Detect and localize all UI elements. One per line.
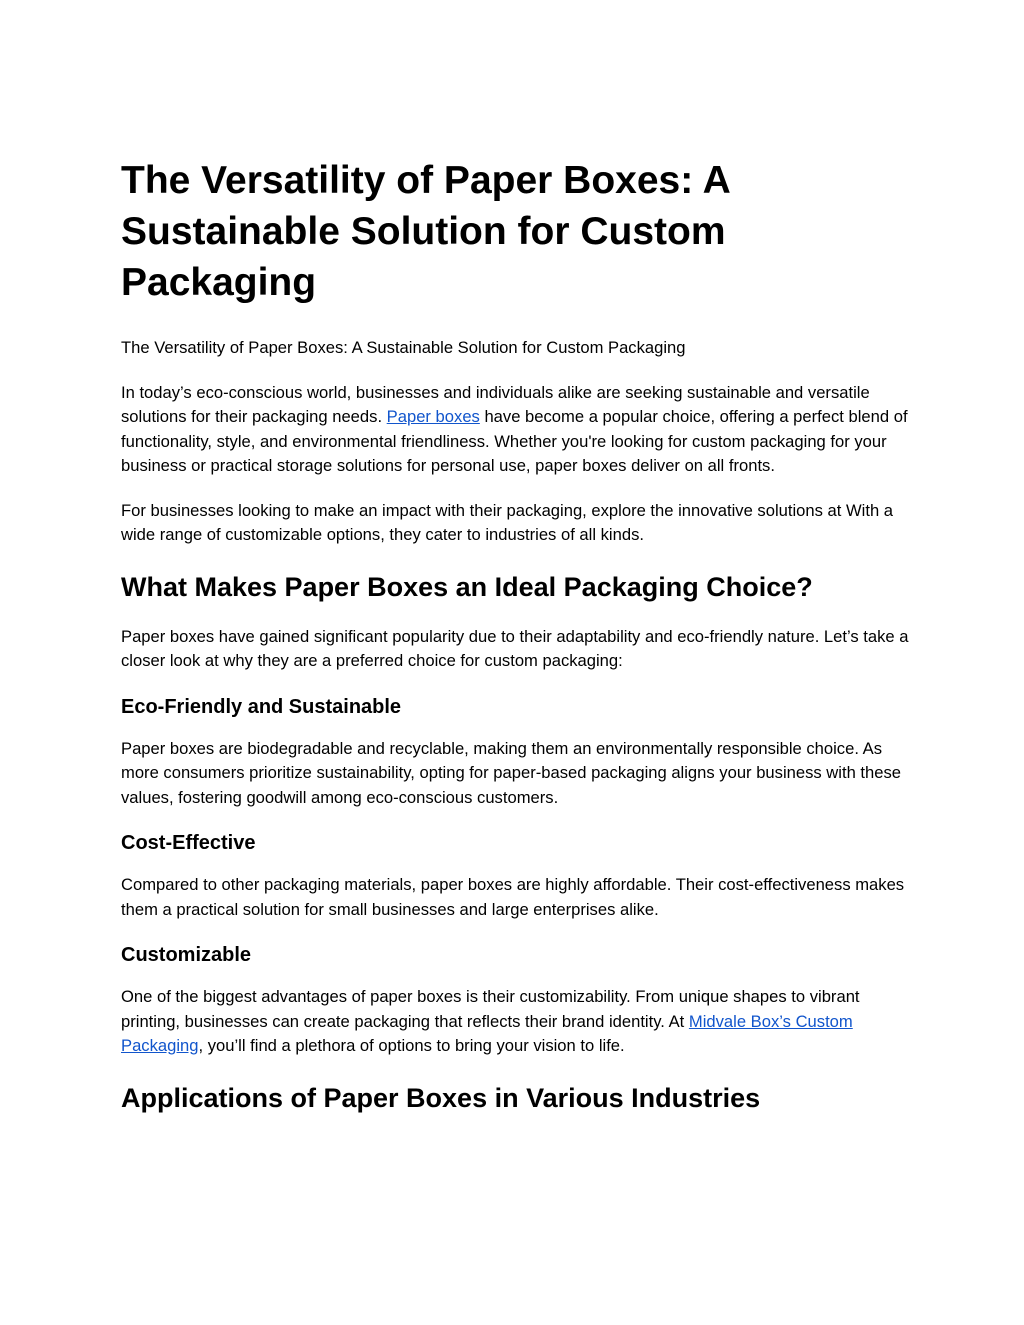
section-heading-applications: Applications of Paper Boxes in Various Industries (121, 1082, 761, 1113)
document-title: The Versatility of Paper Boxes: A Sustainable Solution for Custom Packaging (121, 159, 730, 304)
intro-paragraph (121, 381, 911, 479)
business-paragraph: For businesses looking to make an impact with their packaging, explore the innovative solutions at With a wide range of customizable options, they cater to industries of all kinds. (121, 500, 894, 544)
midvale-custom-packaging-link[interactable]: Midvale Box’s Custom Packaging (121, 1011, 853, 1055)
intro-text-before-link: In today’s eco-conscious world, businesses and individuals alike are seeking sustainable and versatile solutions for their packaging needs. (121, 382, 870, 426)
customizable-text-after-link: , you’ll find a plethora of options to bring your vision to life. (198, 1036, 625, 1055)
subheading-eco-friendly: Eco-Friendly and Sustainable (121, 695, 402, 718)
eco-friendly-paragraph: Paper boxes are biodegradable and recyclable, making them an environmentally responsible choice. As more consumers prioritize sustainability, opting for paper-based packaging aligns your business with these values, fostering goodwill among eco-conscious customers. (121, 738, 902, 807)
intro-text-after-link: have become a popular choice, offering a perfect blend of functionality, style, and environmental friendliness. Whether you're looking for custom packaging for your business or practical storage solutions for personal use, paper boxes deliver on all fronts. (121, 407, 908, 475)
customizable-paragraph (121, 985, 911, 1059)
document-page (121, 155, 911, 1136)
customizable-text-before-link: One of the biggest advantages of paper boxes is their customizability. From unique shapes to vibrant printing, businesses can create packaging that reflects their brand identity. At (121, 987, 860, 1031)
document-subtitle: The Versatility of Paper Boxes: A Sustainable Solution for Custom Packaging (121, 338, 686, 357)
paper-boxes-link[interactable]: Paper boxes (386, 407, 480, 426)
cost-effective-paragraph: Compared to other packaging materials, paper boxes are highly affordable. Their cost-effectiveness makes them a practical solution for small businesses and large enterprises alike. (121, 875, 905, 919)
subheading-cost-effective: Cost-Effective (121, 832, 256, 854)
section-heading-ideal-choice: What Makes Paper Boxes an Ideal Packaging Choice? (121, 571, 813, 602)
ideal-choice-intro: Paper boxes have gained significant popularity due to their adaptability and eco-friendly nature. Let’s take a closer look at why they are a preferred choice for custom packaging: (121, 626, 909, 670)
subheading-customizable: Customizable (121, 944, 252, 966)
